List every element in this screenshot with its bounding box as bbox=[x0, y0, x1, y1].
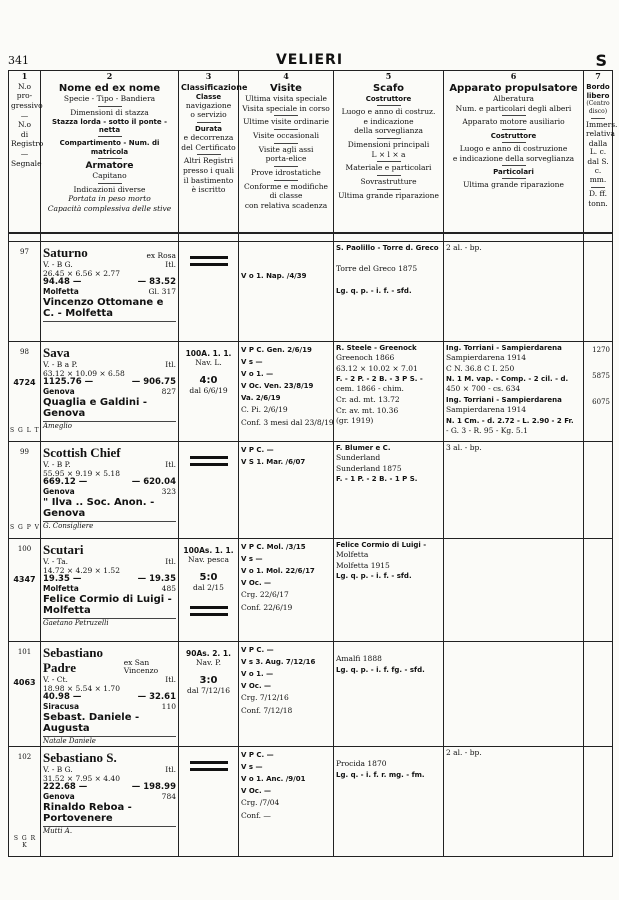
compartment: Genova bbox=[43, 386, 75, 396]
ship-flag: Itl. bbox=[165, 556, 176, 566]
class-line: 100A. 1. 1. bbox=[185, 349, 232, 358]
visit-line: V o 1. Nap. /4/39 bbox=[241, 272, 307, 280]
page-title: VELIERI bbox=[275, 52, 344, 68]
ship-name: Sebastiano S. bbox=[43, 750, 117, 765]
ship-dimensions: 26.45 × 6.56 × 2.77 bbox=[43, 268, 120, 278]
prop-line: N. 1 Cm. - d. 2.72 - L. 2.90 - 2 Fr. bbox=[446, 416, 574, 425]
hull-line: Sunderland bbox=[336, 453, 381, 463]
propulsion-cell bbox=[444, 442, 584, 539]
visit-line: V S 1. Mar. /6/07 bbox=[241, 458, 306, 467]
class-line: 100As. 1. 1. bbox=[183, 546, 234, 555]
matricola: 323 bbox=[161, 486, 176, 496]
hull-cell bbox=[334, 342, 444, 442]
visits-cell bbox=[239, 642, 334, 747]
propulsion-cell bbox=[444, 539, 584, 642]
visit-line: V P C. Gen. 2/6/19 bbox=[241, 346, 312, 354]
net-tonnage: — 19.35 bbox=[137, 574, 176, 585]
compartment: Genova bbox=[43, 791, 75, 801]
equal-sign-mark bbox=[190, 761, 228, 771]
visit-line: Conf. 7/12/18 bbox=[241, 705, 293, 715]
col-header-7: 7 Bordo libero (Centro disco) Immers. relativa dalla L. c. dal S. c. mm. D. ff. tonn. bbox=[584, 71, 613, 233]
ship-name-cell bbox=[41, 539, 179, 642]
prop-line: Ing. Torriani - Sampierdarena bbox=[446, 395, 562, 404]
captain: Mutti A. bbox=[43, 826, 176, 835]
hull-line bbox=[336, 644, 441, 653]
matricola: Gl. 317 bbox=[148, 286, 176, 296]
col-header-3: 3 Classificazione Classe navigazione o servizio Durata e decorrenza del Certificato Altri Registri presso i quali il bastimento è iscritto bbox=[179, 71, 239, 233]
classification-cell bbox=[179, 442, 239, 539]
owner: Quaglia e Galdini - Genova bbox=[43, 396, 148, 419]
col-header-6: 6 Apparato propulsatore Alberatura Num. e particolari degli alberi Apparato motore ausiliario Costruttore Luogo e anno di costruzione e indicazione della sorveglianza Particolari Ultima grande riparazione bbox=[444, 71, 584, 233]
ship-dimensions: 14.72 × 4.29 × 1.52 bbox=[43, 565, 120, 575]
ship-flag: Itl. bbox=[165, 459, 176, 469]
net-tonnage: — 198.99 bbox=[131, 782, 176, 793]
visits-cell bbox=[239, 342, 334, 442]
ship-spec: V. - Ta. bbox=[43, 556, 69, 566]
captain: Natale Daniele bbox=[43, 736, 176, 745]
net-tonnage: — 32.61 bbox=[137, 692, 176, 703]
matricola: 827 bbox=[161, 386, 176, 396]
ship-row bbox=[9, 642, 613, 747]
header-row bbox=[9, 71, 613, 233]
register-number: 4347 bbox=[13, 575, 36, 585]
visit-line: V s 3. Aug. 7/12/16 bbox=[241, 658, 316, 667]
ex-name: ex San Vincenzo bbox=[123, 657, 159, 676]
captain: G. Consigliere bbox=[43, 521, 176, 530]
ship-row bbox=[9, 242, 613, 342]
hull-line: Lg. q. p. - i. f. fg. - sfd. bbox=[336, 665, 425, 674]
visits-cell bbox=[239, 539, 334, 642]
register-number: 4063 bbox=[13, 678, 36, 688]
ship-spec: V. - Ct. bbox=[43, 674, 68, 684]
visit-line: V Oc. — bbox=[241, 682, 272, 691]
signal-code: S G P V bbox=[10, 524, 40, 532]
prop-line: N. 1 M. vap. - Comp. - 2 cil. - d. bbox=[446, 375, 569, 384]
classification-cell bbox=[179, 539, 239, 642]
hull-line: Lg. q. - i. f. r. mg. - fm. bbox=[336, 770, 425, 779]
hull-line: F. - 2 P. - 2 B. - 3 P S. - bbox=[336, 375, 423, 384]
gross-tonnage: 669.12 — bbox=[43, 477, 88, 488]
visits-cell bbox=[239, 747, 334, 857]
net-tonnage: — 620.04 bbox=[131, 477, 176, 488]
visit-line: Va. 2/6/19 bbox=[241, 394, 281, 403]
signal-code: S G L T bbox=[10, 427, 40, 435]
ship-dimensions: 55.95 × 9.19 × 5.18 bbox=[43, 468, 120, 478]
prop-line: 2 al. - bp. bbox=[446, 243, 482, 252]
equal-sign-mark bbox=[190, 606, 228, 616]
ship-flag: Itl. bbox=[165, 259, 176, 269]
visit-line: V P C. — bbox=[241, 646, 274, 654]
ship-spec: V. - B G. bbox=[43, 764, 73, 774]
ship-id-cell bbox=[9, 642, 41, 747]
class-line: 90As. 2. 1. bbox=[186, 649, 231, 658]
matricola: 485 bbox=[161, 583, 176, 593]
compartment: Siracusa bbox=[43, 701, 80, 711]
ship-name: Scutari bbox=[43, 542, 84, 557]
hull-line bbox=[336, 276, 441, 285]
ship-id-cell bbox=[9, 539, 41, 642]
visit-line: C. Pi. 2/6/19 bbox=[241, 405, 288, 415]
register-number: 4724 bbox=[13, 378, 36, 388]
ship-name: Sava bbox=[43, 345, 70, 360]
visit-line: V o 1. — bbox=[241, 370, 274, 379]
propulsion-cell bbox=[444, 342, 584, 442]
visit-line bbox=[241, 259, 331, 268]
ship-row bbox=[9, 342, 613, 442]
visit-line: Crg. 22/6/17 bbox=[241, 590, 289, 600]
class-line: dal 2/15 bbox=[193, 582, 224, 592]
propulsion-cell bbox=[444, 242, 584, 342]
section-letter: S bbox=[595, 51, 607, 70]
prop-line: Sampierdarena 1914 bbox=[446, 405, 527, 415]
freeboard-cell bbox=[584, 442, 613, 539]
progressive-number: 102 bbox=[17, 753, 32, 761]
freeboard-value: 1270 bbox=[592, 346, 610, 354]
class-line: Nav. P. bbox=[195, 657, 222, 667]
owner: Rinaldo Reboa - Portovenere bbox=[43, 801, 132, 824]
prop-line: 3 al. - bp. bbox=[446, 443, 482, 452]
net-tonnage: — 83.52 bbox=[137, 277, 176, 288]
ship-name: Saturno bbox=[43, 245, 88, 260]
gross-tonnage: 222.68 — bbox=[43, 782, 88, 793]
visit-line: V P C. — bbox=[241, 751, 274, 759]
visits-cell bbox=[239, 242, 334, 342]
matricola: 784 bbox=[161, 791, 176, 801]
hull-line: Greenoch 1866 bbox=[336, 353, 395, 363]
gross-tonnage: 19.35 — bbox=[43, 574, 82, 585]
gross-tonnage: 94.48 — bbox=[43, 277, 82, 288]
freeboard-cell bbox=[584, 539, 613, 642]
ship-id-cell bbox=[9, 747, 41, 857]
compartment: Molfetta bbox=[43, 286, 79, 296]
ship-spec: V. - B G. bbox=[43, 259, 73, 269]
ship-dimensions: 31.52 × 7.95 × 4.40 bbox=[43, 773, 120, 783]
progressive-number: 99 bbox=[20, 448, 29, 456]
hull-line: Lg. q. p. - i. f. - sfd. bbox=[336, 572, 412, 581]
hull-line: Cr. ad. mt. 13.72 bbox=[336, 394, 400, 404]
owner: " Ilva .. Soc. Anon. - Genova bbox=[43, 496, 155, 519]
ship-name-cell bbox=[41, 242, 179, 342]
ship-row bbox=[9, 539, 613, 642]
class-line: 4:0 bbox=[199, 375, 218, 387]
prop-line: 450 × 700 - cs. 634 bbox=[446, 384, 521, 394]
visit-line: V o 1. Mol. 22/6/17 bbox=[241, 567, 315, 576]
ship-id-cell bbox=[9, 342, 41, 442]
ship-dimensions: 63.12 × 10.09 × 6.58 bbox=[43, 368, 125, 378]
visit-line: Conf. 3 mesi dal 23/8/19 bbox=[241, 417, 334, 427]
prop-line: Sampierdarena 1914 bbox=[446, 353, 527, 363]
captain: Gaetano Petruzelli bbox=[43, 618, 176, 627]
hull-line bbox=[336, 254, 441, 263]
class-line: Nav. L. bbox=[195, 357, 222, 367]
hull-line: Molfetta bbox=[336, 550, 369, 560]
prop-line: 2 al. - bp. bbox=[446, 748, 482, 757]
freeboard-value: 5875 bbox=[592, 372, 610, 381]
visit-line: Crg. 7/12/16 bbox=[241, 693, 289, 703]
equal-sign-mark bbox=[190, 256, 228, 266]
prop-line: C N. 36.8 C I. 250 bbox=[446, 363, 515, 373]
class-line: dal 7/12/16 bbox=[187, 685, 230, 695]
hull-cell bbox=[334, 539, 444, 642]
propulsion-cell bbox=[444, 642, 584, 747]
compartment: Molfetta bbox=[43, 583, 79, 593]
gross-tonnage: 1125.76 — bbox=[43, 377, 94, 388]
col-header-2: 2 Nome ed ex nome Specie - Tipo - Bandiera Dimensioni di stazza Stazza lorda - sotto il ponte - netta Compartimento - Num. di matricola Armatore Capitano Indicazioni diverse Portata in peso morto Capacità complessiva delle stive bbox=[41, 71, 179, 233]
class-line: dal 6/6/19 bbox=[189, 385, 228, 395]
page-number: 341 bbox=[8, 54, 29, 67]
ship-name: Scottish Chief bbox=[43, 445, 121, 460]
progressive-number: 97 bbox=[20, 248, 29, 256]
hull-line: R. Steele - Greenock bbox=[336, 344, 417, 352]
compartment: Genova bbox=[43, 486, 75, 496]
classification-cell bbox=[179, 342, 239, 442]
ex-name: ex Rosa bbox=[146, 251, 176, 261]
net-tonnage: — 906.75 bbox=[131, 377, 176, 388]
classification-cell bbox=[179, 242, 239, 342]
progressive-number: 98 bbox=[20, 348, 29, 356]
hull-line: 63.12 × 10.02 × 7.01 bbox=[336, 363, 418, 373]
ship-spec: V. - B a P. bbox=[43, 359, 78, 369]
visit-line: V s — bbox=[241, 555, 263, 564]
hull-line: Felice Cormio di Luigi - bbox=[336, 541, 427, 549]
freeboard-value: 6075 bbox=[592, 398, 610, 407]
hull-line: Torre del Greco 1875 bbox=[336, 264, 418, 274]
visit-line: V P C. Mol. /3/15 bbox=[241, 543, 306, 551]
owner: Sebast. Daniele - Augusta bbox=[43, 711, 140, 734]
freeboard-cell bbox=[584, 747, 613, 857]
prop-line: - G. 3 - R. 95 - Kg. 5.1 bbox=[446, 425, 528, 435]
hull-line: Amalfi 1888 bbox=[336, 654, 382, 663]
prop-line: Ing. Torriani - Sampierdarena bbox=[446, 344, 562, 352]
hull-line: F. Blumer e C. bbox=[336, 444, 391, 452]
captain bbox=[43, 321, 176, 322]
classification-cell bbox=[179, 747, 239, 857]
visit-line: Crg. /7/04 bbox=[241, 798, 280, 808]
col-header-1: 1 N.o pro- gressivo — N.o di Registro — Segnale bbox=[9, 71, 41, 233]
equal-sign-mark bbox=[190, 456, 228, 466]
visit-line: V s — bbox=[241, 763, 263, 772]
hull-line: Procida 1870 bbox=[336, 759, 387, 768]
signal-code: S G R K bbox=[13, 835, 37, 850]
visits-cell bbox=[239, 442, 334, 539]
ship-flag: Itl. bbox=[165, 359, 176, 369]
owner: Felice Cormio di Luigi - Molfetta bbox=[43, 593, 172, 616]
class-line: Nav. pesca bbox=[188, 554, 229, 564]
col-header-5: 5 Scafo Costruttore Luogo e anno di costruz. e indicazione della sorveglianza Dimensioni principali L × l × a Materiale e particolari Sovrastrutture Ultima grande riparazione bbox=[334, 71, 444, 233]
visit-line: Conf. 22/6/19 bbox=[241, 602, 293, 612]
freeboard-cell bbox=[584, 342, 613, 442]
matricola: 110 bbox=[161, 701, 176, 711]
ship-flag: Itl. bbox=[165, 764, 176, 774]
freeboard-cell bbox=[584, 642, 613, 747]
visit-line: V s — bbox=[241, 358, 263, 367]
visit-line: V P C. — bbox=[241, 446, 274, 454]
visit-line: V Oc. — bbox=[241, 787, 272, 796]
ship-flag: Itl. bbox=[165, 674, 176, 684]
ship-id-cell bbox=[9, 442, 41, 539]
register-table bbox=[8, 70, 618, 857]
progressive-number: 100 bbox=[17, 545, 32, 553]
hull-line: cem. 1866 - chim. bbox=[336, 384, 404, 394]
visit-line: V Oc. — bbox=[241, 579, 272, 588]
ship-id-cell bbox=[9, 242, 41, 342]
captain: Ameglio bbox=[43, 421, 176, 430]
visit-line: V o 1. Anc. /9/01 bbox=[241, 775, 306, 784]
visit-line: V Oc. Ven. 23/8/19 bbox=[241, 382, 314, 391]
hull-line: Cr. av. mt. 10.36 bbox=[336, 405, 399, 415]
hull-line: Molfetta 1915 bbox=[336, 560, 390, 570]
ship-row bbox=[9, 442, 613, 539]
hull-line: S. Paolillo - Torre d. Greco bbox=[336, 244, 439, 252]
ship-name-cell bbox=[41, 747, 179, 857]
hull-line: Lg. q. p. - i. f. - sfd. bbox=[336, 286, 412, 295]
col-header-4: 4 Visite Ultima visita speciale Visita speciale in corso Ultime visite ordinarie Visite occasionali Visite agli assi porta-elice Prove idrostatiche Conforme e modifiche di classe con relativa scadenza bbox=[239, 71, 334, 233]
visit-line bbox=[241, 246, 331, 255]
hull-line: F. - 1 P. - 2 B. - 1 P S. bbox=[336, 475, 418, 484]
freeboard-cell bbox=[584, 242, 613, 342]
hull-cell bbox=[334, 747, 444, 857]
ship-name-cell bbox=[41, 642, 179, 747]
ship-row bbox=[9, 747, 613, 857]
class-line: 5:0 bbox=[199, 572, 218, 584]
hull-cell bbox=[334, 242, 444, 342]
progressive-number: 101 bbox=[17, 648, 32, 656]
hull-line: (gr. 1919) bbox=[336, 416, 374, 426]
ship-spec: V. - B P. bbox=[43, 459, 71, 469]
hull-cell bbox=[334, 642, 444, 747]
visit-line: Conf. — bbox=[241, 810, 271, 820]
visit-line: V o 1. — bbox=[241, 670, 274, 679]
propulsion-cell bbox=[444, 747, 584, 857]
ship-name: Sebastiano Padre bbox=[43, 645, 103, 675]
classification-cell bbox=[179, 642, 239, 747]
gross-tonnage: 40.98 — bbox=[43, 692, 82, 703]
hull-line bbox=[336, 749, 441, 758]
class-line: 3:0 bbox=[199, 675, 218, 687]
ship-name-cell bbox=[41, 442, 179, 539]
owner: Vincenzo Ottomane e C. - Molfetta bbox=[43, 296, 164, 319]
hull-line: Sunderland 1875 bbox=[336, 463, 402, 473]
hull-cell bbox=[334, 442, 444, 539]
ship-name-cell bbox=[41, 342, 179, 442]
ship-dimensions: 18.98 × 5.54 × 1.70 bbox=[43, 683, 120, 693]
